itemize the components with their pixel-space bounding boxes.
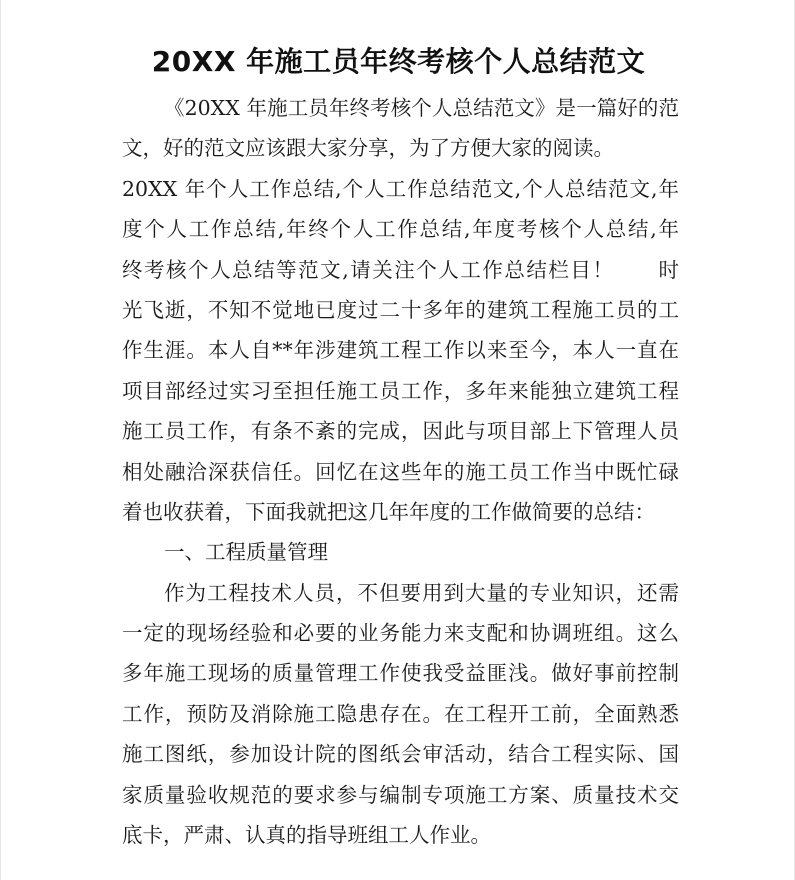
paragraph-line: 多年施工现场的质量管理工作使我受益匪浅。做好事前控制 <box>122 661 679 686</box>
paragraph-line: 光飞逝，不知不觉地已度过二十多年的建筑工程施工员的工 <box>122 297 679 322</box>
paragraph-line: 着也收获着，下面我就把这几年年度的工作做简要的总结： <box>122 499 655 524</box>
paragraph-line: 文，好的范文应该跟大家分享，为了方便大家的阅读。 <box>122 136 614 161</box>
paragraph-line: 20XX 年个人工作总结,个人工作总结范文,个人总结范文,年 <box>122 176 679 201</box>
document-body <box>122 88 679 855</box>
paragraph-line: 作为工程技术人员，不但要用到大量的专业知识，还需 <box>164 580 679 605</box>
paragraph-line: 施工图纸，参加设计院的图纸会审活动，结合工程实际、国 <box>122 742 679 767</box>
paragraph-line: 度个人工作总结,年终个人工作总结,年度考核个人总结,年 <box>122 217 679 242</box>
paragraph-line: 一定的现场经验和必要的业务能力来支配和协调班组。这么 <box>122 621 679 646</box>
paragraph-line: 相处融洽深获信任。回忆在这些年的施工员工作当中既忙碌 <box>122 459 679 484</box>
paragraph-line: 作生涯。本人自**年涉建筑工程工作以来至今，本人一直在 <box>122 338 679 363</box>
paragraph-line: 项目部经过实习至担任施工员工作，多年来能独立建筑工程 <box>122 378 679 403</box>
paragraph-line: 家质量验收规范的要求参与编制专项施工方案、质量技术交 <box>122 782 679 807</box>
document-title: 20XX 年施工员年终考核个人总结范文 <box>151 45 646 78</box>
paragraph-line: 施工员工作，有条不紊的完成，因此与项目部上下管理人员 <box>122 419 679 444</box>
paragraph-line: 底卡，严肃、认真的指导班组工人作业。 <box>122 823 491 848</box>
section-heading: 一、工程质量管理 <box>164 540 328 565</box>
paragraph-line: 终考核个人总结等范文,请关注个人工作总结栏目！ 时 <box>122 257 679 282</box>
paragraph-line: 《20XX 年施工员年终考核个人总结范文》是一篇好的范 <box>164 96 679 120</box>
paragraph-line: 工作，预防及消除施工隐患存在。在工程开工前，全面熟悉 <box>122 701 679 726</box>
